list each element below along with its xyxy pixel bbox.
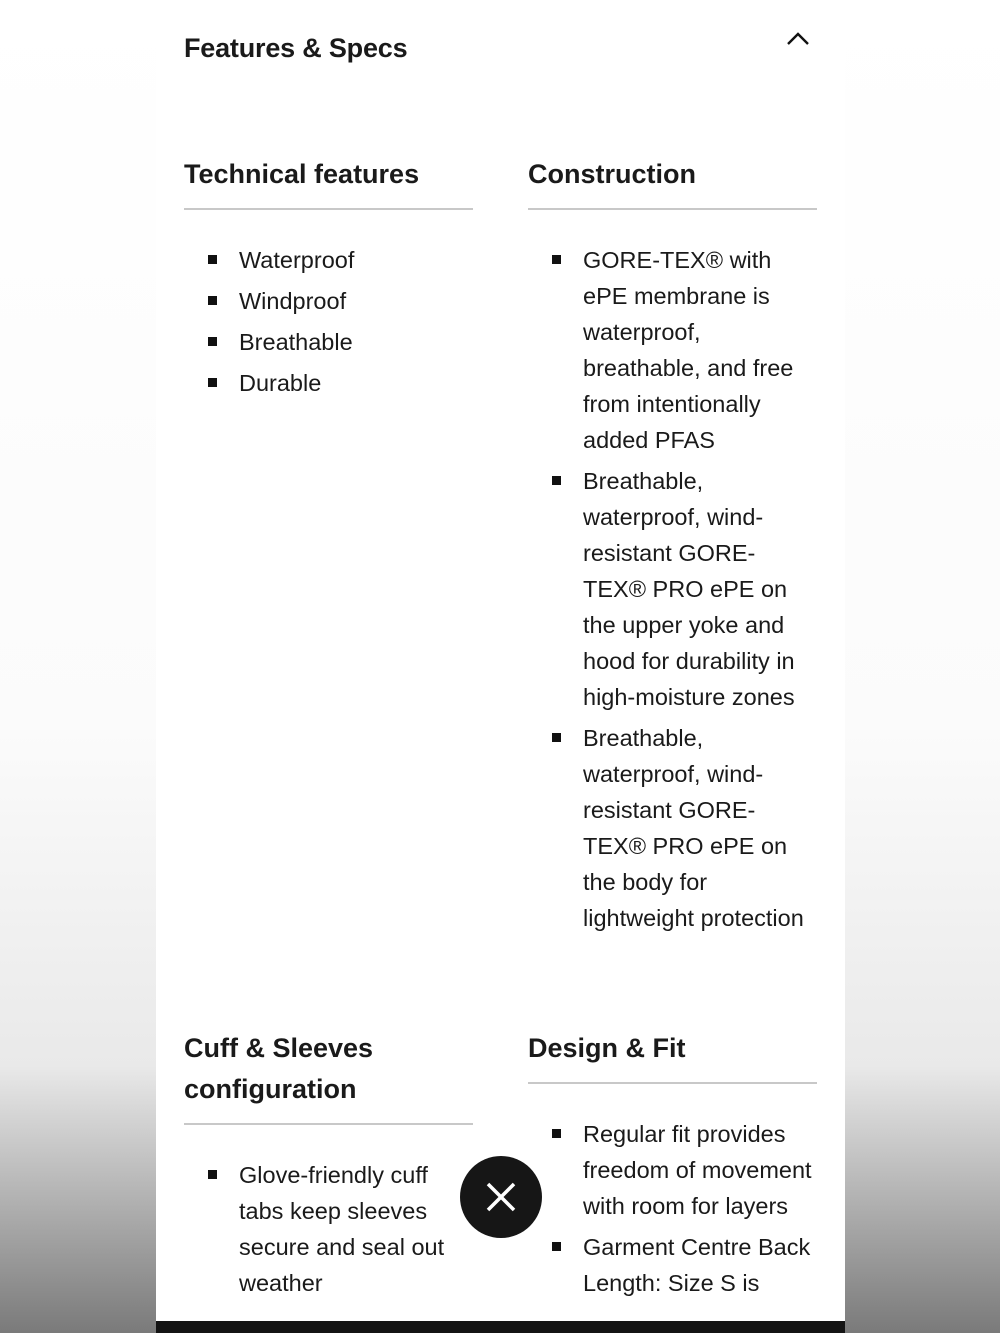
bullet-icon <box>208 378 217 387</box>
list-item-text: Durable <box>239 370 322 396</box>
list-item-text: Breathable, waterproof, wind-resistant GORE-TEX® PRO ePE on the body for lightweight protection <box>583 725 804 931</box>
bullet-icon <box>208 1170 217 1179</box>
list-item-text: Windproof <box>239 288 347 314</box>
list-item <box>528 1229 817 1301</box>
section-title: Features & Specs <box>184 33 408 63</box>
list-item <box>528 720 817 936</box>
list-item <box>184 242 473 278</box>
features-specs-panel <box>156 0 845 1333</box>
bullet-icon <box>208 296 217 305</box>
chevron-up-icon <box>784 24 812 52</box>
design-fit-column <box>528 1028 817 1306</box>
cuff-sleeves-list <box>184 1157 473 1301</box>
design-fit-list <box>528 1116 817 1301</box>
technical-features-column <box>184 154 473 406</box>
list-item-text: Breathable <box>239 329 353 355</box>
construction-column <box>528 154 817 941</box>
list-item-text: Glove-friendly cuff tabs keep sleeves secure and seal out weather <box>239 1162 445 1296</box>
list-item-text: Breathable, waterproof, wind-resistant GORE-TEX® PRO ePE on the upper yoke and hood for durability in high-moisture zones <box>583 468 795 710</box>
bullet-icon <box>552 733 561 742</box>
technical-features-list <box>184 242 473 401</box>
collapse-toggle[interactable] <box>784 24 812 52</box>
bullet-icon <box>552 1129 561 1138</box>
list-item-text: Garment Centre Back Length: Size S is <box>583 1234 811 1296</box>
list-item <box>184 365 473 401</box>
list-item <box>528 242 817 458</box>
list-item <box>184 1157 473 1301</box>
technical-features-heading: Technical features <box>184 154 473 210</box>
list-item <box>528 1116 817 1224</box>
list-item-text: Regular fit provides freedom of movement with room for layers <box>583 1121 812 1219</box>
list-item <box>184 283 473 319</box>
construction-list <box>528 242 817 936</box>
design-fit-heading: Design & Fit <box>528 1028 817 1084</box>
construction-heading: Construction <box>528 154 817 210</box>
bullet-icon <box>208 337 217 346</box>
bullet-icon <box>552 1242 561 1251</box>
close-icon <box>484 1180 518 1214</box>
list-item-text: GORE-TEX® with ePE membrane is waterproof, breathable, and free from intentionally added PFAS <box>583 247 794 453</box>
bullet-icon <box>552 476 561 485</box>
cuff-sleeves-heading: Cuff & Sleeves configuration <box>184 1028 473 1125</box>
bottom-bar <box>156 1321 845 1333</box>
cuff-sleeves-column <box>184 1028 473 1306</box>
list-item-text: Waterproof <box>239 247 355 273</box>
bullet-icon <box>552 255 561 264</box>
list-item <box>528 463 817 715</box>
close-button[interactable] <box>460 1156 542 1238</box>
bullet-icon <box>208 255 217 264</box>
list-item <box>184 324 473 360</box>
